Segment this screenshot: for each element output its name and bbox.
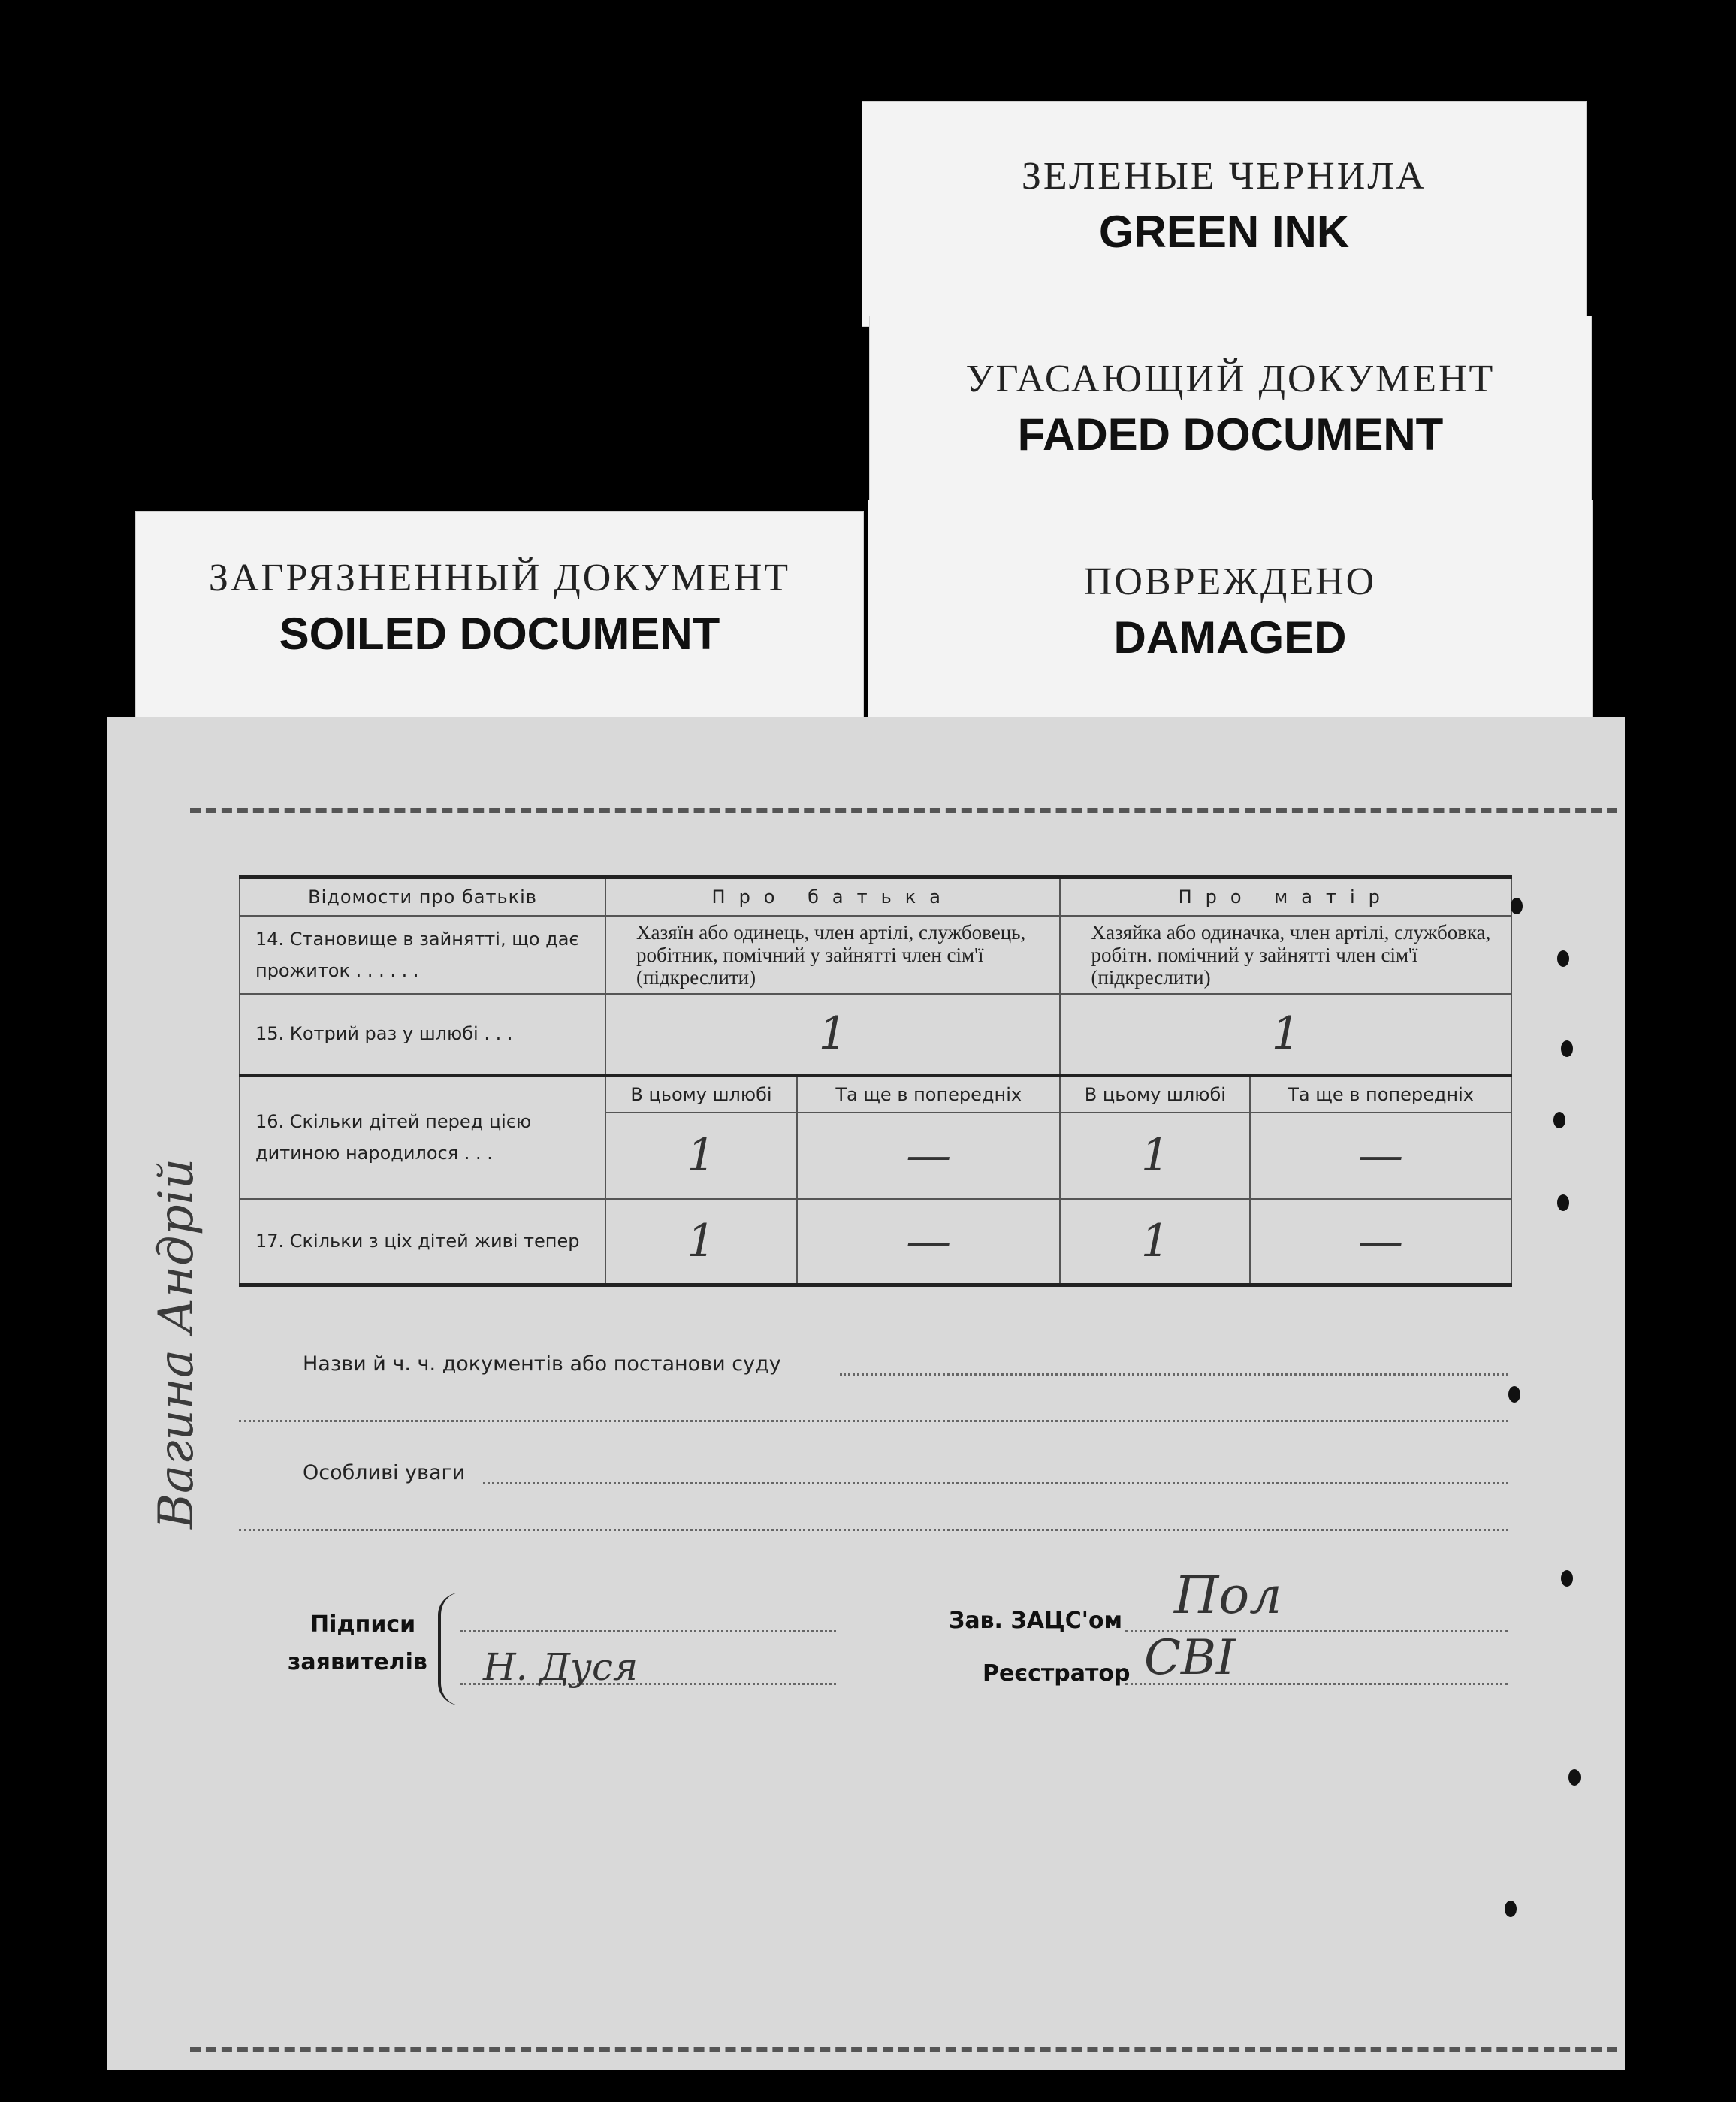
remarks-line-2 bbox=[239, 1529, 1508, 1531]
sub-father-this: В цьому шлюбі bbox=[605, 1075, 797, 1113]
soiled-document-en: SOILED DOCUMENT bbox=[279, 609, 720, 659]
documents-line-2 bbox=[239, 1420, 1508, 1422]
row14-mother: Хазяйка або одиначка, член артілі, службовка, робітн. помічний у зайнятті член сім'ї (підкреслити) bbox=[1060, 916, 1511, 994]
soiled-document-label-card bbox=[135, 511, 864, 729]
documents-line bbox=[840, 1373, 1508, 1376]
head-signature: Пол bbox=[1174, 1566, 1282, 1626]
row16-label: 16. Скільки дітей перед цією дитиною народилося . . . bbox=[240, 1075, 605, 1199]
row16-value: — bbox=[1250, 1113, 1511, 1199]
signature-line-1 bbox=[460, 1630, 836, 1632]
row17-label: 17. Скільки з ціх дітей живі тепер bbox=[240, 1199, 605, 1285]
registrar-signature: СВІ bbox=[1144, 1630, 1236, 1686]
faded-document-en: FADED DOCUMENT bbox=[1017, 409, 1444, 460]
row15-label: 15. Котрий раз у шлюбі . . . bbox=[240, 994, 605, 1075]
row17-value: 1 bbox=[1060, 1199, 1250, 1285]
punch-hole bbox=[1557, 1194, 1569, 1211]
faded-document-label-card bbox=[869, 316, 1592, 526]
sub-mother-prev: Та ще в попередніх bbox=[1250, 1075, 1511, 1113]
punch-hole bbox=[1568, 1769, 1581, 1786]
signatures-label-1: Підписи bbox=[310, 1611, 416, 1638]
row16-value: 1 bbox=[605, 1113, 797, 1199]
head-label: Зав. ЗАЦС'ом bbox=[949, 1608, 1123, 1634]
row17-value: — bbox=[1250, 1199, 1511, 1285]
punch-hole bbox=[1557, 950, 1569, 967]
table-header-left: Відомости про батьків bbox=[240, 877, 605, 917]
row15-father: 1 bbox=[605, 994, 1060, 1075]
row14-father: Хазяїн або одинець, член артілі, службовець, робітник, помічний у зайнятті член сім'ї (підкреслити) bbox=[605, 916, 1060, 994]
signatures-brace bbox=[438, 1593, 463, 1705]
green-ink-ru: ЗЕЛЕНЫЕ ЧЕРНИЛА bbox=[1021, 155, 1427, 198]
faded-document-ru: УГАСАЮЩИЙ ДОКУМЕНТ bbox=[965, 358, 1496, 400]
sub-father-prev: Та ще в попередніх bbox=[797, 1075, 1061, 1113]
parents-info-table bbox=[239, 875, 1512, 1287]
table-header-father: Про батька bbox=[605, 877, 1060, 917]
table-header-mother: Про матір bbox=[1060, 877, 1511, 917]
punch-hole bbox=[1553, 1112, 1565, 1128]
remarks-line bbox=[483, 1482, 1508, 1484]
damaged-en: DAMAGED bbox=[1113, 612, 1347, 663]
margin-handwritten-note: Вагина Андрій bbox=[149, 1158, 204, 1529]
damaged-ru: ПОВРЕЖДЕНО bbox=[1083, 560, 1377, 603]
row15-mother: 1 bbox=[1060, 994, 1511, 1075]
punch-hole bbox=[1511, 898, 1523, 914]
table-row bbox=[240, 994, 1511, 1075]
applicant-signature: Н. Дуся bbox=[483, 1645, 639, 1689]
remarks-label: Особливі уваги bbox=[303, 1461, 466, 1484]
row17-value: 1 bbox=[605, 1199, 797, 1285]
table-row bbox=[240, 1199, 1511, 1285]
green-ink-en: GREEN INK bbox=[1098, 207, 1350, 257]
row16-value: 1 bbox=[1060, 1113, 1250, 1199]
punch-hole bbox=[1561, 1570, 1573, 1587]
punch-hole bbox=[1505, 1901, 1517, 1917]
punch-hole bbox=[1561, 1040, 1573, 1057]
row17-value: — bbox=[797, 1199, 1061, 1285]
perforation-bottom bbox=[190, 2047, 1617, 2052]
damaged-label-card bbox=[868, 500, 1593, 725]
soiled-document-ru: ЗАГРЯЗНЕННЫЙ ДОКУМЕНТ bbox=[208, 557, 791, 599]
table-row bbox=[240, 916, 1511, 994]
punch-hole bbox=[1508, 1386, 1520, 1403]
registrar-label: Реєстратор bbox=[983, 1660, 1131, 1687]
documents-label: Назви й ч. ч. документів або постанови суду bbox=[303, 1352, 781, 1376]
signatures-label-2: заявителів bbox=[288, 1649, 427, 1675]
row14-label: 14. Становище в зайнятті, що дає прожиток . . . . . . bbox=[240, 916, 605, 994]
perforation-top bbox=[190, 808, 1617, 813]
green-ink-label-card bbox=[862, 101, 1587, 327]
registration-form-sheet bbox=[107, 717, 1625, 2070]
row16-value: — bbox=[797, 1113, 1061, 1199]
sub-mother-this: В цьому шлюбі bbox=[1060, 1075, 1250, 1113]
